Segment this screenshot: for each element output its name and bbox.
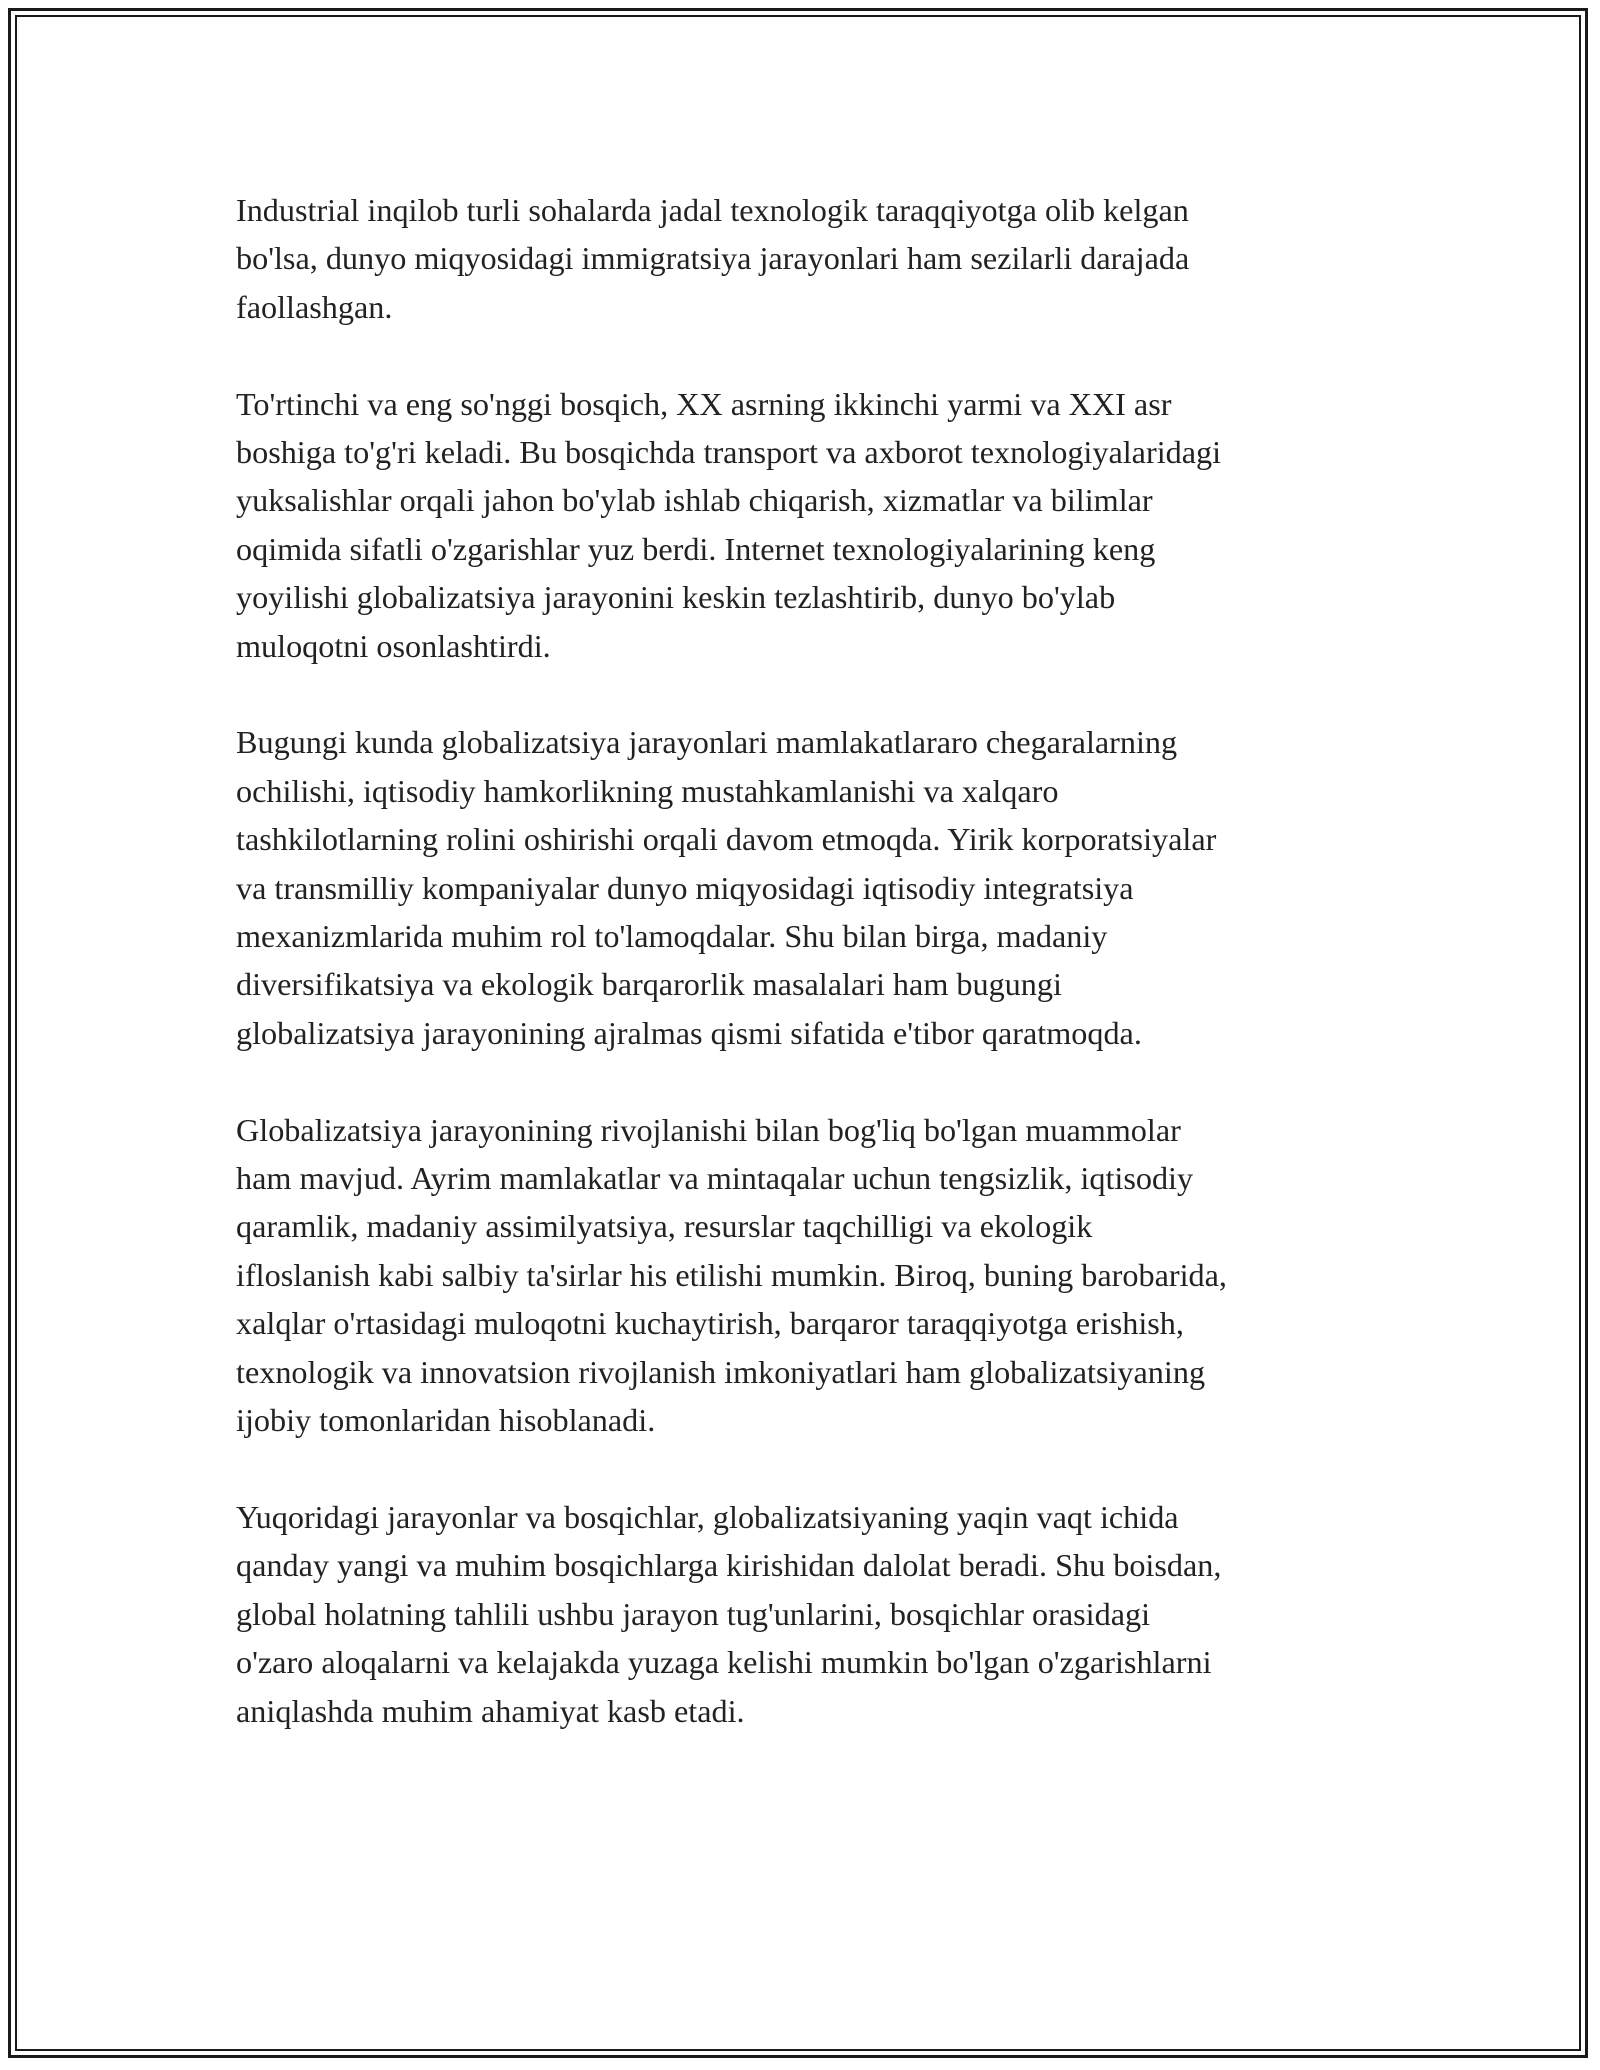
- paragraph-4: [236, 1106, 1376, 1445]
- text-line: globalizatsiya jarayonining ajralmas qismi sifatida e'tibor qaratmoqda.: [236, 1014, 1142, 1051]
- text-line: ifloslanish kabi salbiy ta'sirlar his etilishi mumkin. Biroq, buning barobarida,: [236, 1256, 1227, 1293]
- text-line: yoyilishi globalizatsiya jarayonini keskin tezlashtirib, dunyo bo'ylab: [236, 579, 1116, 616]
- text-line: qanday yangi va muhim bosqichlarga kirishidan dalolat beradi. Shu boisdan,: [236, 1547, 1222, 1584]
- paragraph-5: [236, 1493, 1376, 1735]
- text-line: Bugungi kunda globalizatsiya jarayonlari mamlakatlararo chegaralarning: [236, 724, 1178, 761]
- text-line: tashkilotlarning rolini oshirishi orqali davom etmoqda. Yirik korporatsiyalar: [236, 821, 1217, 858]
- text-line: o'zaro aloqalarni va kelajakda yuzaga kelishi mumkin bo'lgan o'zgarishlarni: [236, 1644, 1212, 1681]
- text-line: ochilishi, iqtisodiy hamkorlikning mustahkamlanishi va xalqaro: [236, 772, 1059, 809]
- text-line: Globalizatsiya jarayonining rivojlanishi bilan bog'liq bo'lgan muammolar: [236, 1111, 1181, 1148]
- text-line: Yuqoridagi jarayonlar va bosqichlar, globalizatsiyaning yaqin vaqt ichida: [236, 1498, 1179, 1535]
- text-line: bo'lsa, dunyo miqyosidagi immigratsiya jarayonlari ham sezilarli darajada: [236, 240, 1190, 277]
- paragraph-3: [236, 718, 1376, 1057]
- text-line: Industrial inqilob turli sohalarda jadal texnologik taraqqiyotga olib kelgan: [236, 192, 1189, 228]
- text-line: To'rtinchi va eng so'nggi bosqich, XX asrning ikkinchi yarmi va XXI asr: [236, 385, 1172, 422]
- text-line: xalqlar o'rtasidagi muloqotni kuchaytirish, barqaror taraqqiyotga erishish,: [236, 1305, 1184, 1342]
- text-line: faollashgan.: [236, 288, 393, 325]
- document-body: [236, 186, 1376, 1783]
- text-line: boshiga to'g'ri keladi. Bu bosqichda transport va axborot texnologiyalaridagi: [236, 434, 1222, 471]
- text-line: va transmilliy kompaniyalar dunyo miqyosidagi iqtisodiy integratsiya: [236, 869, 1134, 906]
- text-line: oqimida sifatli o'zgarishlar yuz berdi. Internet texnologiyalarining keng: [236, 530, 1156, 567]
- text-line: yuksalishlar orqali jahon bo'ylab ishlab chiqarish, xizmatlar va bilimlar: [236, 482, 1153, 519]
- text-line: aniqlashda muhim ahamiyat kasb etadi.: [236, 1692, 745, 1729]
- text-line: mexanizmlarida muhim rol to'lamoqdalar. Shu bilan birga, madaniy: [236, 918, 1108, 955]
- paragraph-2: [236, 380, 1376, 670]
- paragraph-1: [236, 186, 1376, 331]
- text-line: global holatning tahlili ushbu jarayon tug'unlarini, bosqichlar orasidagi: [236, 1595, 1151, 1632]
- text-line: ijobiy tomonlaridan hisoblanadi.: [236, 1402, 656, 1439]
- text-line: qaramlik, madaniy assimilyatsiya, resurslar taqchilligi va ekologik: [236, 1208, 1093, 1245]
- text-line: texnologik va innovatsion rivojlanish imkoniyatlari ham globalizatsiyaning: [236, 1353, 1206, 1390]
- text-line: diversifikatsiya va ekologik barqarorlik masalalari ham bugungi: [236, 966, 1062, 1003]
- text-line: ham mavjud. Ayrim mamlakatlar va mintaqalar uchun tengsizlik, iqtisodiy: [236, 1160, 1194, 1197]
- text-line: muloqotni osonlashtirdi.: [236, 627, 551, 664]
